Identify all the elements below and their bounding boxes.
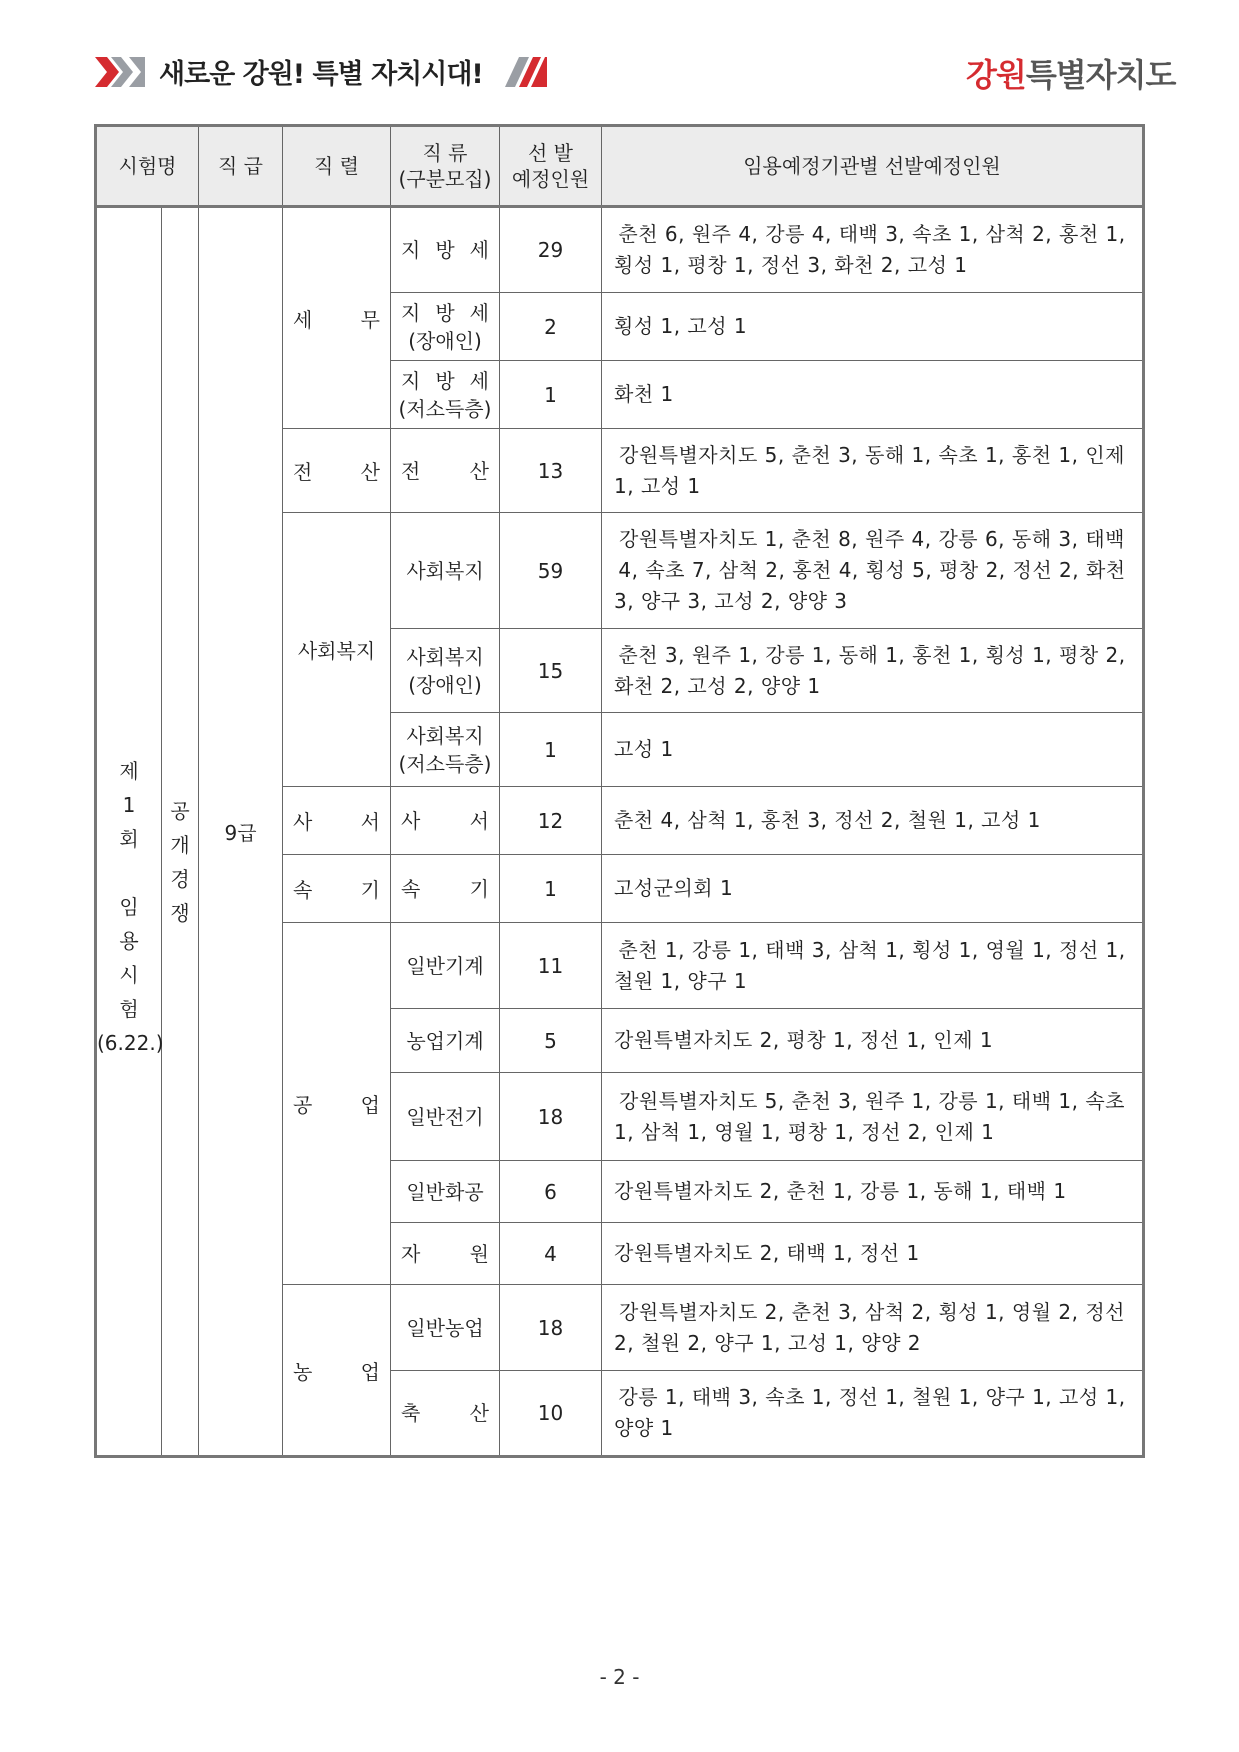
spread-char: 농 (293, 1359, 313, 1384)
spread-char: 무 (360, 307, 380, 332)
alloc-cell: 춘천 3, 원주 1, 강릉 1, 동해 1, 홍천 1, 횡성 1, 평창 2, 화천 2, 고성 2, 양양 1 (602, 629, 1144, 713)
alloc-cell: 강원특별자치도 1, 춘천 8, 원주 4, 강릉 6, 동해 3, 태백 4, 속초 7, 삼척 2, 홍천 4, 횡성 5, 평창 2, 정선 2, 화천 3, 양구 3, 고성 2, 양양 3 (602, 513, 1144, 629)
series-label (283, 806, 390, 835)
spread-char: 원 (469, 1241, 489, 1266)
series-label (283, 1089, 390, 1118)
spread-char: 방 (435, 300, 455, 325)
class-label: 사회복지 (406, 723, 484, 748)
recruit-type-char: 경 (170, 866, 190, 891)
series-label (283, 304, 390, 333)
class-cell (391, 1223, 500, 1285)
spread-char: 축 (401, 1401, 421, 1425)
spread-char: 산 (469, 458, 489, 483)
slogan-banner (95, 52, 547, 91)
class-sub-label: (장애인) (408, 672, 482, 697)
header-class (391, 126, 500, 207)
alloc-cell: 고성 1 (602, 713, 1144, 787)
spread-char: 지 (401, 368, 421, 393)
class-cell (391, 1009, 500, 1073)
header-grade: 직 급 (199, 126, 283, 207)
alloc-cell: 춘천 4, 삼척 1, 홍천 3, 정선 2, 철원 1, 고성 1 (602, 787, 1144, 855)
class-cell (391, 713, 500, 787)
spread-char: 세 (469, 238, 489, 262)
series-cell (283, 923, 391, 1285)
spread-char: 세 (293, 307, 313, 332)
class-label (391, 457, 499, 485)
spread-char: 서 (469, 808, 489, 833)
exam-name-char: 1 (122, 792, 136, 817)
spread-char: 업 (360, 1093, 380, 1117)
spread-char: 세 (469, 368, 489, 393)
spread-char: 기 (469, 876, 489, 901)
exam-name-cell (96, 207, 162, 1457)
slash-stripes-right-icon (497, 57, 547, 87)
spread-char: 지 (401, 238, 421, 262)
header-count (500, 126, 602, 207)
class-label: 사회복지 (406, 558, 484, 583)
table-header-row (96, 126, 1144, 207)
class-label (391, 807, 499, 835)
spread-char: 공 (293, 1093, 313, 1117)
exam-name-char (97, 856, 161, 890)
series-cell (283, 855, 391, 923)
series-cell (283, 1285, 391, 1457)
class-cell (391, 923, 500, 1009)
count-cell: 15 (500, 629, 602, 713)
class-sub-label: (장애인) (408, 328, 482, 353)
count-cell: 18 (500, 1073, 602, 1161)
class-cell (391, 855, 500, 923)
class-label: 농업기계 (406, 1028, 484, 1053)
alloc-cell: 춘천 6, 원주 4, 강릉 4, 태백 3, 속초 1, 삼척 2, 홍천 1, 횡성 1, 평창 1, 정선 3, 화천 2, 고성 1 (602, 207, 1144, 293)
grade-cell: 9급 (199, 207, 283, 1457)
series-label (283, 1356, 390, 1385)
recruit-type-char: 개 (170, 832, 190, 857)
exam-name-char: 시 (119, 962, 139, 987)
count-cell: 13 (500, 429, 602, 513)
alloc-cell: 화천 1 (602, 361, 1144, 429)
class-cell (391, 293, 500, 361)
class-label: 일반전기 (406, 1104, 484, 1129)
header-exam: 시험명 (96, 126, 199, 207)
spread-char: 전 (401, 458, 421, 483)
count-cell: 1 (500, 855, 602, 923)
spread-char: 속 (293, 878, 313, 902)
class-label: 일반기계 (406, 953, 484, 978)
exam-name-char: (6.22.) (97, 1030, 164, 1055)
spread-char: 사 (293, 810, 313, 834)
spread-char: 방 (435, 368, 455, 393)
series-cell (283, 207, 391, 429)
exam-name-char: 임 (119, 894, 139, 919)
class-label: 사회복지 (406, 644, 484, 669)
alloc-cell: 횡성 1, 고성 1 (602, 293, 1144, 361)
spread-char: 지 (401, 300, 421, 325)
class-cell (391, 1371, 500, 1457)
recruit-type-cell (162, 207, 199, 1457)
class-label (391, 1240, 499, 1268)
series-cell (283, 787, 391, 855)
class-sub-label: (저소득층) (398, 396, 492, 421)
spread-char: 기 (360, 878, 380, 902)
exam-name-char: 용 (119, 928, 139, 953)
count-cell: 1 (500, 361, 602, 429)
header-series: 직 렬 (283, 126, 391, 207)
header-class-line2: (구분모집) (398, 167, 492, 191)
gangwon-logo (966, 50, 1175, 96)
class-label (391, 299, 499, 327)
header-class-line1: 직 류 (422, 141, 468, 165)
header-count-line1: 선 발 (528, 141, 573, 165)
alloc-cell: 강원특별자치도 2, 춘천 3, 삼척 2, 횡성 1, 영월 2, 정선 2, 철원 2, 양구 1, 고성 1, 양양 2 (602, 1285, 1144, 1371)
class-cell (391, 787, 500, 855)
recruitment-table (94, 124, 1145, 1458)
alloc-cell: 고성군의회 1 (602, 855, 1144, 923)
spread-char: 자 (401, 1241, 421, 1266)
spread-char: 속 (401, 876, 421, 901)
series-label (283, 456, 390, 485)
series-label (283, 874, 390, 903)
recruit-type-char: 공 (170, 798, 190, 823)
slogan-text: 새로운 강원! 특별 자치시대! (159, 59, 483, 90)
class-cell (391, 1285, 500, 1371)
spread-char: 서 (360, 810, 380, 834)
count-cell: 2 (500, 293, 602, 361)
logo-part-2: 특별자치도 (1025, 56, 1176, 94)
recruit-type-char: 쟁 (170, 900, 190, 925)
table-row (96, 207, 1144, 293)
series-label: 사회복지 (297, 639, 376, 663)
alloc-cell: 강원특별자치도 5, 춘천 3, 동해 1, 속초 1, 홍천 1, 인제 1, 고성 1 (602, 429, 1144, 513)
count-cell: 29 (500, 207, 602, 293)
class-sub-label: (저소득층) (398, 751, 492, 776)
class-cell (391, 629, 500, 713)
class-cell (391, 1073, 500, 1161)
logo-part-1: 강원 (966, 56, 1026, 94)
count-cell: 11 (500, 923, 602, 1009)
class-label (391, 236, 499, 264)
spread-char: 업 (360, 1359, 380, 1384)
exam-name-char: 회 (119, 826, 139, 851)
count-cell: 6 (500, 1161, 602, 1223)
alloc-cell: 강원특별자치도 5, 춘천 3, 원주 1, 강릉 1, 태백 1, 속초 1, 삼척 1, 영월 1, 평창 1, 정선 2, 인제 1 (602, 1073, 1144, 1161)
count-cell: 1 (500, 713, 602, 787)
page-header (0, 0, 1239, 110)
class-cell (391, 513, 500, 629)
class-label: 일반농업 (406, 1315, 484, 1340)
alloc-cell: 강원특별자치도 2, 춘천 1, 강릉 1, 동해 1, 태백 1 (602, 1161, 1144, 1223)
header-alloc: 임용예정기관별 선발예정인원 (602, 126, 1144, 207)
alloc-cell: 춘천 1, 강릉 1, 태백 3, 삼척 1, 횡성 1, 영월 1, 정선 1, 철원 1, 양구 1 (602, 923, 1144, 1009)
series-cell (283, 429, 391, 513)
class-label (391, 367, 499, 395)
count-cell: 12 (500, 787, 602, 855)
class-label (391, 1399, 499, 1427)
class-cell (391, 361, 500, 429)
class-label: 일반화공 (406, 1179, 484, 1204)
alloc-cell: 강원특별자치도 2, 평창 1, 정선 1, 인제 1 (602, 1009, 1144, 1073)
count-cell: 5 (500, 1009, 602, 1073)
spread-char: 방 (435, 238, 455, 262)
count-cell: 4 (500, 1223, 602, 1285)
spread-char: 세 (469, 300, 489, 325)
series-cell (283, 513, 391, 787)
slash-stripes-left-icon (95, 57, 145, 87)
class-label (391, 875, 499, 903)
count-cell: 18 (500, 1285, 602, 1371)
spread-char: 전 (293, 460, 313, 484)
class-cell (391, 1161, 500, 1223)
spread-char: 산 (360, 460, 380, 484)
header-count-line2: 예정인원 (511, 167, 590, 191)
count-cell: 59 (500, 513, 602, 629)
page-number: - 2 - (599, 1665, 640, 1689)
class-cell (391, 207, 500, 293)
exam-name-char: 험 (119, 996, 139, 1021)
spread-char: 산 (469, 1401, 489, 1425)
table-body (96, 207, 1144, 1457)
count-cell: 10 (500, 1371, 602, 1457)
spread-char: 사 (401, 808, 421, 833)
exam-name-char: 제 (119, 758, 139, 783)
class-cell (391, 429, 500, 513)
alloc-cell: 강원특별자치도 2, 태백 1, 정선 1 (602, 1223, 1144, 1285)
alloc-cell: 강릉 1, 태백 3, 속초 1, 정선 1, 철원 1, 양구 1, 고성 1, 양양 1 (602, 1371, 1144, 1457)
